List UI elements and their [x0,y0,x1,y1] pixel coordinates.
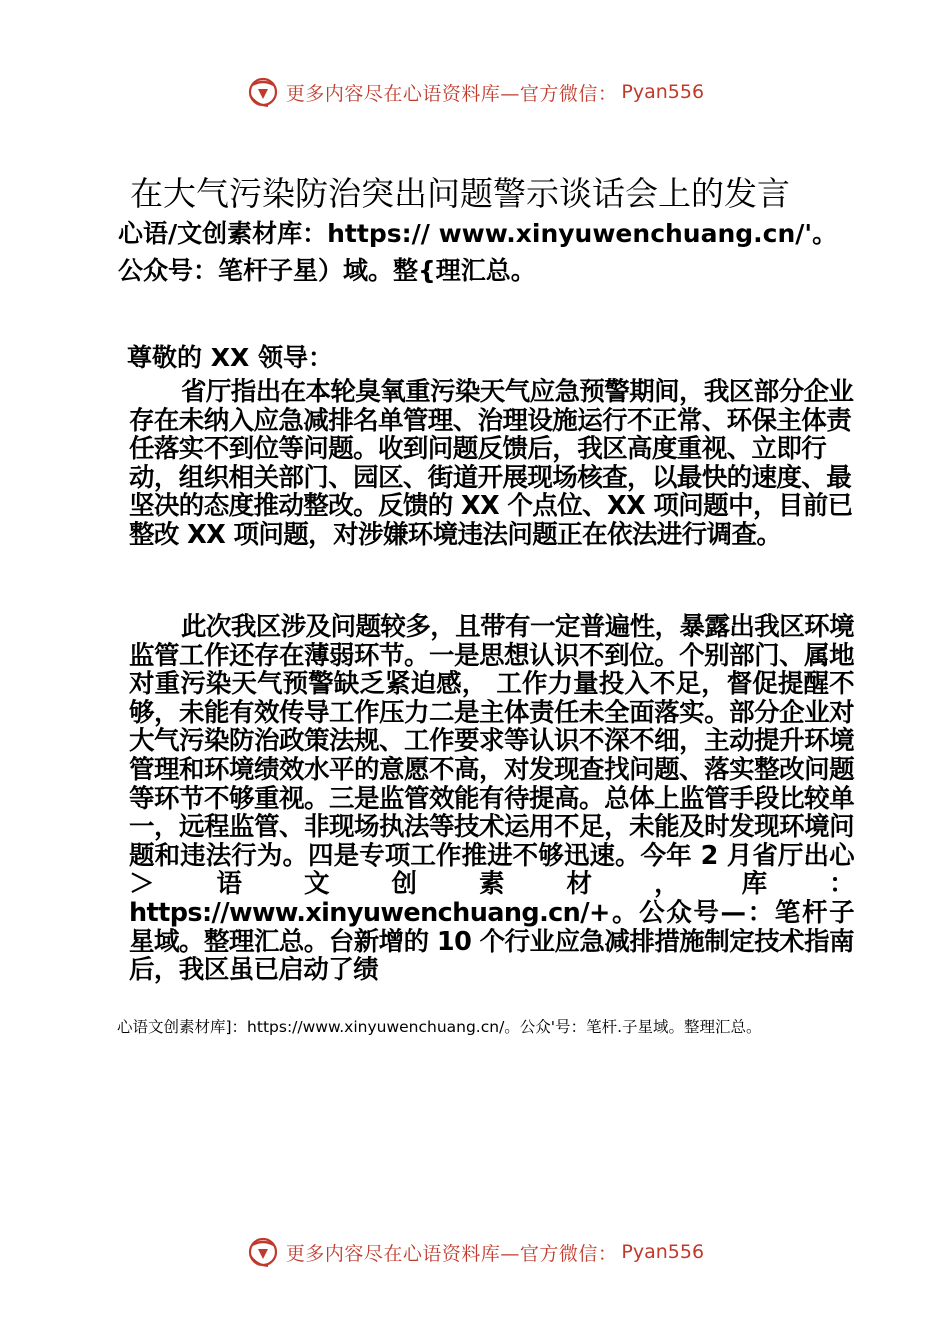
banner-wechat-id: Pyan556 [621,1241,705,1263]
banner-wechat-id: Pyan556 [621,81,705,103]
source-note: 心语/文创素材库：https:// www.xinyuwenchuang.cn/'。公众号：笔杆子星）域。整{理汇总。 [118,219,838,285]
footnote: 心语文创素材库]：https://www.xinyuwenchuang.cn/。公众'号：笔杆.子星域。整理汇总。 [117,1018,762,1036]
banner-text: 更多内容尽在心语资料库—官方微信： [285,1242,618,1265]
brand-logo-icon [246,75,280,109]
document-title: 在大气污染防治突出问题警示谈话会上的发言 [130,174,790,213]
greeting: 尊敬的 XX 领导： [127,343,333,372]
footer-banner [0,1232,950,1272]
brand-logo-icon [246,1235,280,1269]
paragraph-2: 此次我区涉及问题较多，且带有一定普遍性，暴露出我区环境监管工作还存在薄弱环节。一是思想认识不到位。个别部门、属地对重污染天气预警缺乏紧迫感， 工作力量投入不足，督促提醒不够，未能有效传导工作压力二是主体责任未全面落实。部分企业对大气污染防治政策法规、工作要求等认识不深不细，主动提升环境管理和环境绩效水平的意愿不高，对发现查找问题、落实整改问题等环节不够重视。三是监管效能有待提高。总体上监管手段比较单一，远程监管、非现场执法等技术运用不足，未能及时发现环境问题和违法行为。四是专项工作推进不够迅速。今年 2 月省厅出心＞语文创素材，库：https://www.xinyuwenchuang.cn/+。公众号—：笔杆子星域。整理汇总。台新增的 10 个行业应急减排措施制定技术指南后，我区虽已启动了绩 [129,612,854,986]
paragraph-1: 省厅指出在本轮臭氧重污染天气应急预警期间，我区部分企业存在未纳入应急减排名单管理、治理设施运行不正常、环保主体责任落实不到位等问题。收到问题反馈后，我区高度重视、立即行动，组织相关部门、园区、街道开展现场核查，以最快的速度、最坚决的态度推动整改。反馈的 XX 个点位、XX 项问题中，目前已整改 XX 项问题，对涉嫌环境违法问题正在依法进行调查。 [129,377,854,550]
banner-text: 更多内容尽在心语资料库—官方微信： [285,82,618,105]
header-banner [0,72,950,112]
